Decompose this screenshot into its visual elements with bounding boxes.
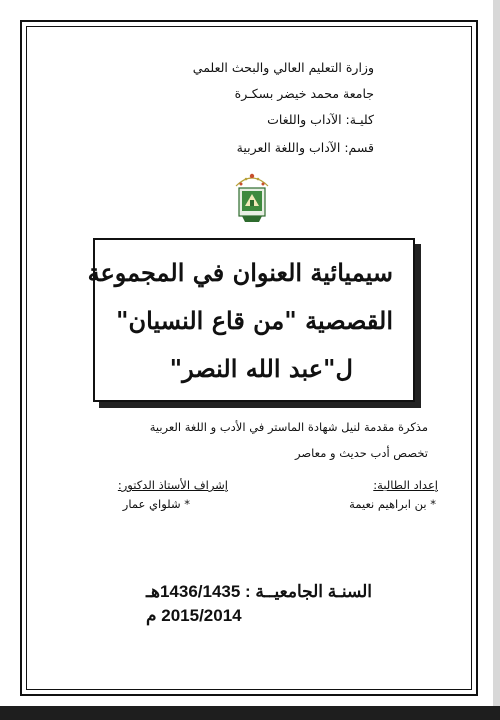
viewer-scrollbar-track[interactable]: [493, 0, 500, 720]
thesis-title-box: [87, 238, 415, 402]
academic-year-gregorian: 2015/2014 م: [146, 606, 242, 625]
student-label: إعداد الطالبة:: [373, 478, 438, 492]
supervisor-label: إشراف الأستاذ الدكتور:: [117, 478, 228, 492]
department-line: قسم: الآداب واللغة العربية: [236, 140, 374, 155]
faculty-line: كليـة: الآداب واللغات: [267, 112, 374, 127]
university-emblem-icon: [232, 172, 272, 224]
ministry-line: وزارة التعليم العالي والبحث العلمي: [192, 60, 374, 75]
viewer-bottom-bar: [0, 706, 500, 720]
title-line-3: ل"عبد الله النصر": [169, 354, 353, 383]
supervisor-name: * شلواي عمار: [122, 497, 190, 511]
student-name: * بن ابراهيم نعيمة: [349, 497, 436, 511]
title-line-2: القصصية "من قاع النسيان": [116, 306, 393, 335]
specialty-line: تخصص أدب حديث و معاصر: [295, 446, 428, 460]
academic-year-hijri: السنـة الجامعيــة : 1436/1435هـ: [146, 582, 373, 601]
title-line-1: سيميائية العنوان في المجموعة: [87, 258, 393, 287]
memo-description: مذكرة مقدمة لنيل شهادة الماستر في الأدب و اللغة العربية: [149, 420, 428, 434]
university-line: جامعة محمد خيضر بسكـرة: [234, 86, 374, 101]
